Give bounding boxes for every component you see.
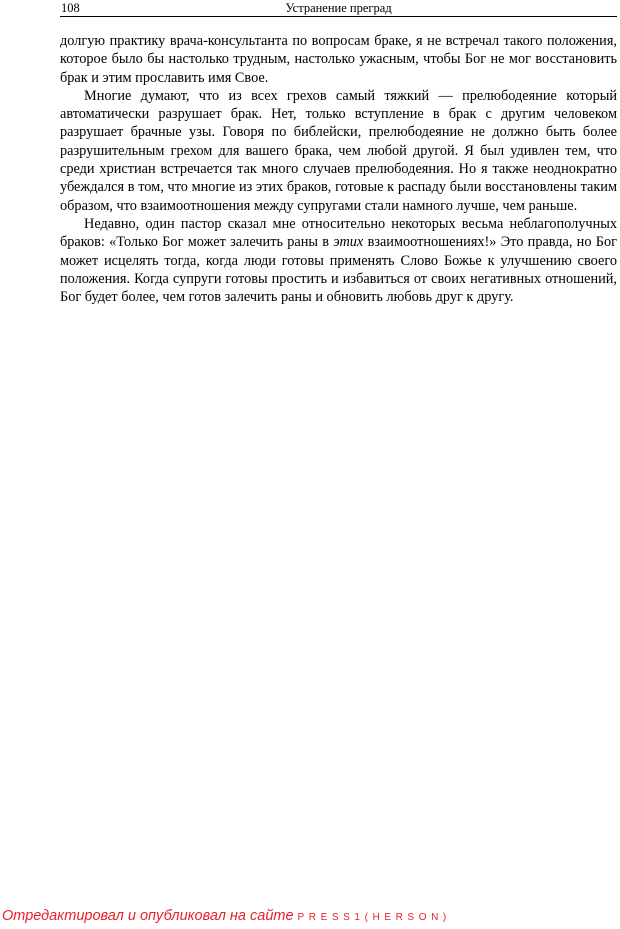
paragraph [60,215,617,306]
page-number: 108 [61,1,80,15]
paragraph-text: Недавно, один пастор сказал мне относительно некоторых весьма неблагополучных браков: «Только Бог может залечить раны в [60,215,617,251]
footer-watermark [2,907,618,927]
running-title: Устранение преград [285,1,392,15]
footer-site-name: PRESS1(HERSON) [297,912,451,923]
paragraph-continued: долгую практику врача-консультанта по вопросам браке, я не встречал такого положения, которое было бы настолько трудным, настолько ужасным, чтобы Бог не мог восстановить брак и этим прославить имя Свое. [60,33,617,86]
body-text [60,32,617,306]
footer-credit-text: Отредактировал и опубликовал на сайте [2,908,294,924]
paragraph-text: взаимоотношениях!» Это правда, но Бог может исцелять тогда, когда люди готовы применять Слово Божье к улучшению своего положения. Когда супруги готовы простить и избавиться от своих негативных отношений, Бог будет более, чем готов залечить раны и обновить любовь друг к другу. [60,234,617,306]
paragraph: Многие думают, что из всех грехов самый тяжкий — прелюбодеяние который автоматически разрушает брак. Нет, только вступление в брак с другим человеком разрушает брачные узы. Говоря по библейски, прелюбодеяние не должно быть более разрушительным грехом для вашего брака, чем любой другой. Я был удивлен тем, что среди христиан встречается так много случаев прелюбодеяния. Но я также неоднократно убеждался в том, что многие из этих браков, готовые к распаду были восстановлены таким образом, что взаимоотношения между супругами стали намного лучше, чем раньше. [60,87,617,214]
emphasized-word: этих [333,234,364,251]
running-header [60,0,617,17]
